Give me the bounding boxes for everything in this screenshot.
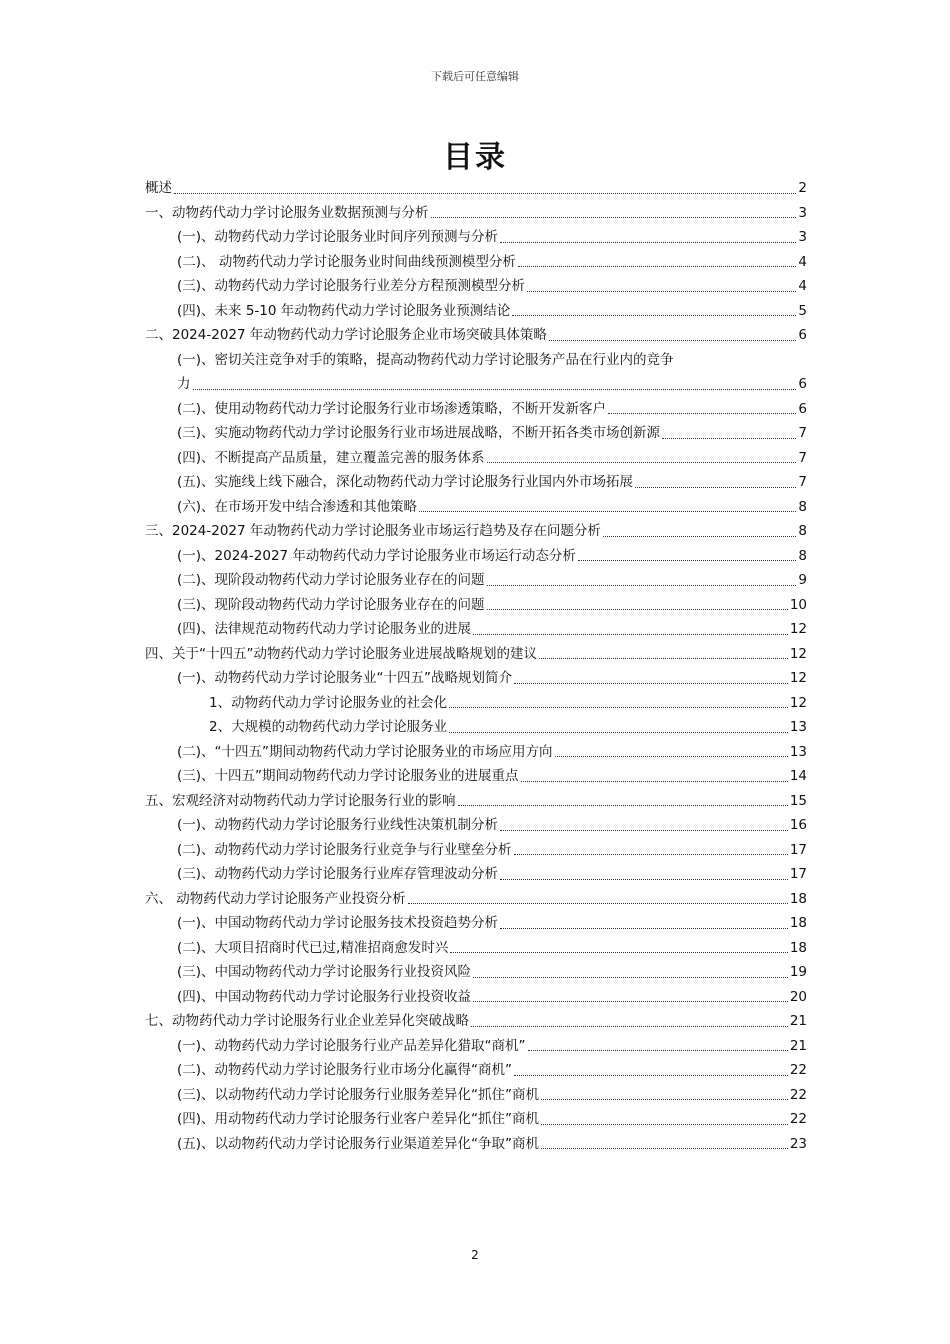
toc-leader-dots: [512, 315, 796, 316]
toc-entry-label: (一)、动物药代动力学讨论服务行业线性决策机制分析: [177, 817, 499, 833]
toc-entry-label: (四)、未来 5-10 年动物药代动力学讨论服务业预测结论: [177, 302, 511, 319]
toc-leader-dots: [549, 340, 797, 341]
toc-entry-label: (三)、十四五”期间动物药代动力学讨论服务业的进展重点: [177, 768, 519, 784]
toc-entry[interactable]: [145, 691, 807, 716]
toc-entry-label: (二)、 动物药代动力学讨论服务业时间曲线预测模型分析: [177, 253, 516, 270]
toc-leader-dots: [528, 1050, 788, 1051]
toc-leader-dots: [527, 291, 796, 292]
toc-entry-label: (二)、大项目招商时代已过,精准招商愈发时兴: [177, 939, 449, 956]
toc-entry-label: (三)、以动物药代动力学讨论服务行业服务差异化“抓住”商机: [177, 1086, 540, 1103]
header-note: 下载后可任意编辑: [431, 70, 519, 83]
toc-entry-page: 17: [789, 841, 807, 858]
toc-leader-dots: [431, 217, 797, 218]
toc-entry[interactable]: [145, 397, 807, 422]
toc-entry-label: (二)、“十四五”期间动物药代动力学讨论服务业的市场应用方向: [177, 743, 553, 760]
toc-entry[interactable]: [145, 1107, 807, 1132]
toc-entry-label: (三)、现阶段动物药代动力学讨论服务业存在的问题: [177, 596, 485, 613]
toc-entry-page: 18: [789, 915, 807, 931]
toc-leader-dots: [174, 193, 796, 194]
toc-entry-page: 9: [798, 572, 807, 588]
toc-entry-label: (一)、动物药代动力学讨论服务行业产品差异化猎取“商机”: [177, 1037, 526, 1054]
toc-entry-page: 6: [798, 400, 807, 417]
toc-entry-page: 12: [789, 670, 807, 686]
toc-entry-label: (一)、动物药代动力学讨论服务业“十四五”战略规划简介: [177, 670, 513, 686]
toc-entry[interactable]: [145, 495, 807, 520]
toc-entry-label: (四)、不断提高产品质量，建立覆盖完善的服务体系: [177, 449, 485, 466]
page-number: 2: [471, 1248, 479, 1262]
toc-entry-label-continued: 力: [177, 376, 191, 392]
toc-leader-dots: [514, 1075, 788, 1076]
toc-entry-label: 1、动物药代动力学讨论服务业的社会化: [209, 694, 448, 711]
toc-entry-page: 6: [798, 327, 807, 343]
toc-entry-page: 4: [798, 253, 807, 270]
toc-entry-label: 一、动物药代动力学讨论服务业数据预测与分析: [145, 204, 429, 221]
toc-entry-label: (二)、动物药代动力学讨论服务行业竞争与行业壁垒分析: [177, 841, 512, 858]
toc-entry-page: 18: [789, 890, 807, 907]
toc-entry[interactable]: [145, 985, 807, 1010]
toc-entry[interactable]: [145, 666, 807, 691]
toc-entry-label: 四、关于“十四五”动物药代动力学讨论服务业进展战略规划的建议: [145, 645, 537, 662]
toc-entry-page: 23: [789, 1135, 807, 1152]
toc-entry-page: 10: [789, 596, 807, 613]
toc-leader-dots: [473, 634, 788, 635]
toc-leader-dots: [458, 805, 788, 806]
toc-entry[interactable]: [145, 911, 807, 936]
toc-leader-dots: [603, 536, 797, 537]
toc-leader-dots: [471, 1026, 788, 1027]
toc-entry-label: (三)、动物药代动力学讨论服务行业差分方程预测模型分析: [177, 278, 526, 294]
table-of-contents: [145, 176, 807, 1156]
toc-entry[interactable]: [145, 789, 807, 814]
toc-leader-dots: [473, 977, 788, 978]
toc-entry-page: 13: [789, 743, 807, 760]
toc-entry[interactable]: [145, 470, 807, 495]
toc-leader-dots: [541, 1099, 788, 1100]
toc-entry[interactable]: [145, 568, 807, 593]
toc-entry-page: 3: [798, 229, 807, 245]
toc-entry-page: 8: [798, 547, 807, 564]
toc-entry[interactable]: [145, 813, 807, 838]
toc-leader-dots: [487, 609, 788, 610]
toc-entry[interactable]: [145, 201, 807, 226]
toc-entry-label: (一)、2024-2027 年动物药代动力学讨论服务业市场运行动态分析: [177, 547, 576, 564]
toc-entry-label: 五、宏观经济对动物药代动力学讨论服务行业的影响: [145, 792, 456, 809]
toc-entry-page: 21: [789, 1037, 807, 1054]
toc-leader-dots: [193, 389, 797, 390]
toc-entry-page: 16: [789, 817, 807, 833]
toc-entry[interactable]: [145, 544, 807, 569]
toc-entry-page: 18: [789, 939, 807, 956]
toc-entry[interactable]: [145, 1083, 807, 1108]
toc-leader-dots: [487, 585, 797, 586]
toc-leader-dots: [500, 242, 796, 243]
toc-entry-page: 2: [798, 180, 807, 196]
toc-leader-dots: [541, 1124, 788, 1125]
toc-leader-dots: [608, 413, 796, 414]
toc-leader-dots: [408, 903, 788, 904]
toc-entry-page: 3: [798, 204, 807, 221]
toc-entry-label: (五)、实施线上线下融合，深化动物药代动力学讨论服务行业国内外市场拓展: [177, 474, 634, 490]
toc-leader-dots: [449, 732, 788, 733]
toc-entry-page: 21: [789, 1013, 807, 1029]
toc-entry-page: 17: [789, 866, 807, 882]
toc-entry-page: 7: [798, 474, 807, 490]
toc-leader-dots: [473, 1001, 788, 1002]
toc-entry-label: 二、2024-2027 年动物药代动力学讨论服务企业市场突破具体策略: [145, 327, 547, 343]
toc-entry-label: (一)、动物药代动力学讨论服务业时间序列预测与分析: [177, 229, 499, 245]
toc-entry-label: (六)、在市场开发中结合渗透和其他策略: [177, 498, 418, 515]
toc-entry[interactable]: [145, 960, 807, 985]
toc-entry[interactable]: [145, 519, 807, 544]
toc-entry[interactable]: [145, 838, 807, 863]
toc-leader-dots: [518, 266, 797, 267]
toc-entry[interactable]: [145, 642, 807, 667]
toc-entry-page: 8: [798, 498, 807, 515]
toc-leader-dots: [635, 487, 796, 488]
toc-entry[interactable]: [145, 715, 807, 740]
toc-entry-page: 4: [798, 278, 807, 294]
toc-entry-page: 12: [789, 621, 807, 637]
toc-entry-label: (二)、现阶段动物药代动力学讨论服务业存在的问题: [177, 572, 485, 588]
toc-entry[interactable]: [145, 225, 807, 250]
toc-entry[interactable]: [145, 176, 807, 201]
toc-entry[interactable]: [145, 250, 807, 275]
toc-entry-page: 13: [789, 719, 807, 735]
toc-entry-page: 7: [798, 449, 807, 466]
toc-leader-dots: [500, 879, 788, 880]
toc-entry-page: 22: [789, 1111, 807, 1127]
toc-entry-page: 7: [798, 425, 807, 441]
toc-leader-dots: [449, 707, 788, 708]
toc-leader-dots: [487, 462, 797, 463]
toc-entry-page: 19: [789, 964, 807, 980]
toc-entry-label: 七、动物药代动力学讨论服务行业企业差异化突破战略: [145, 1013, 469, 1029]
toc-entry[interactable]: [145, 1132, 807, 1157]
toc-entry-label: (三)、动物药代动力学讨论服务行业库存管理波动分析: [177, 866, 499, 882]
toc-entry-page: 14: [789, 768, 807, 784]
toc-leader-dots: [514, 683, 788, 684]
toc-entry-page: 22: [789, 1086, 807, 1103]
toc-leader-dots: [450, 952, 787, 953]
toc-entry-label: (四)、中国动物药代动力学讨论服务行业投资收益: [177, 988, 472, 1005]
toc-entry-label: (三)、实施动物药代动力学讨论服务行业市场进展战略，不断开拓各类市场创新源: [177, 425, 661, 441]
toc-entry-label: (三)、中国动物药代动力学讨论服务行业投资风险: [177, 964, 472, 980]
toc-entry-label: (二)、动物药代动力学讨论服务行业市场分化赢得“商机”: [177, 1062, 513, 1078]
toc-entry-label: 三、2024-2027 年动物药代动力学讨论服务业市场运行趋势及存在问题分析: [145, 523, 601, 539]
toc-entry[interactable]: [145, 348, 807, 397]
toc-entry[interactable]: [145, 1034, 807, 1059]
toc-entry-page: 20: [789, 988, 807, 1005]
toc-entry[interactable]: [145, 274, 807, 299]
toc-leader-dots: [539, 658, 788, 659]
toc-entry-page: 12: [789, 694, 807, 711]
toc-leader-dots: [541, 1148, 788, 1149]
toc-entry[interactable]: [145, 617, 807, 642]
toc-entry-label: (一)、中国动物药代动力学讨论服务技术投资趋势分析: [177, 915, 499, 931]
toc-leader-dots: [500, 830, 788, 831]
toc-entry[interactable]: [145, 887, 807, 912]
toc-entry[interactable]: [145, 299, 807, 324]
toc-entry[interactable]: [145, 764, 807, 789]
toc-entry-label: (四)、法律规范动物药代动力学讨论服务业的进展: [177, 621, 472, 637]
toc-entry-label: 概述: [145, 180, 172, 196]
toc-entry[interactable]: [145, 593, 807, 618]
toc-leader-dots: [500, 928, 788, 929]
toc-leader-dots: [578, 560, 796, 561]
toc-leader-dots: [419, 511, 796, 512]
toc-entry[interactable]: [145, 862, 807, 887]
toc-entry-label: (二)、使用动物药代动力学讨论服务行业市场渗透策略，不断开发新客户: [177, 400, 607, 417]
toc-leader-dots: [555, 756, 788, 757]
toc-entry-page: 8: [798, 523, 807, 539]
toc-entry[interactable]: [145, 421, 807, 446]
toc-entry-label: 2、大规模的动物药代动力学讨论服务业: [209, 719, 448, 735]
toc-entry-page: 12: [789, 645, 807, 662]
toc-entry-label: (五)、以动物药代动力学讨论服务行业渠道差异化“争取”商机: [177, 1135, 540, 1152]
toc-entry[interactable]: [145, 936, 807, 961]
toc-entry-label: (一)、密切关注竞争对手的策略，提高动物药代动力学讨论服务产品在行业内的竞争: [177, 351, 674, 368]
toc-leader-dots: [662, 438, 796, 439]
toc-entry[interactable]: [145, 323, 807, 348]
toc-entry-label: (四)、用动物药代动力学讨论服务行业客户差异化“抓住”商机: [177, 1111, 540, 1127]
toc-entry[interactable]: [145, 740, 807, 765]
toc-entry-page: 15: [789, 792, 807, 809]
toc-entry-label: 六、 动物药代动力学讨论服务产业投资分析: [145, 890, 406, 907]
toc-title: 目录: [443, 140, 507, 175]
toc-leader-dots: [514, 854, 788, 855]
toc-entry-page: 5: [798, 302, 807, 319]
toc-entry-page: 6: [798, 376, 807, 392]
toc-entry[interactable]: [145, 1009, 807, 1034]
toc-entry-page: 22: [789, 1062, 807, 1078]
toc-entry[interactable]: [145, 1058, 807, 1083]
toc-leader-dots: [521, 781, 788, 782]
toc-entry[interactable]: [145, 446, 807, 471]
